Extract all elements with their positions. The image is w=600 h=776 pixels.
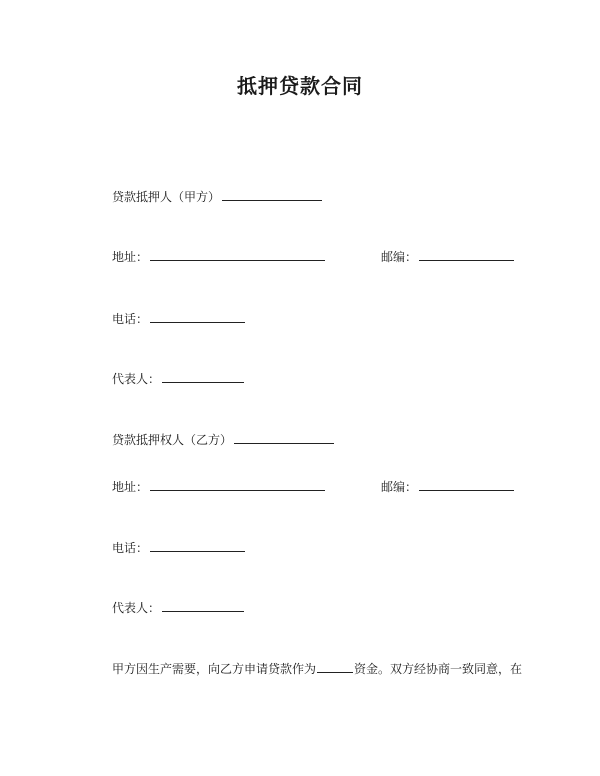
party-a-blank bbox=[222, 188, 322, 201]
party-a-label: 贷款抵押人（甲方） bbox=[112, 190, 221, 204]
intro-part1: 甲方因生产需要，向乙方申请贷款作为 bbox=[112, 662, 317, 676]
party-b-postcode-label: 邮编： bbox=[381, 480, 418, 494]
document-title: 抵押贷款合同 bbox=[237, 74, 363, 98]
party-b-postcode-row bbox=[381, 478, 514, 495]
party-b-address-row bbox=[112, 478, 325, 495]
party-b-blank bbox=[234, 431, 334, 444]
intro-paragraph bbox=[112, 660, 522, 677]
party-b-representative-label: 代表人： bbox=[112, 601, 161, 615]
party-a-address-label: 地址： bbox=[112, 250, 149, 264]
party-b-representative-row bbox=[112, 599, 244, 616]
party-a-representative-label: 代表人： bbox=[112, 372, 161, 386]
party-b-representative-blank bbox=[162, 599, 244, 612]
party-b-row bbox=[112, 431, 334, 448]
party-b-phone-row bbox=[112, 539, 245, 556]
intro-fund-blank bbox=[317, 660, 353, 673]
party-b-label: 贷款抵押权人（乙方） bbox=[112, 433, 233, 447]
party-a-phone-label: 电话： bbox=[112, 312, 149, 326]
party-b-postcode-blank bbox=[419, 478, 514, 491]
party-b-phone-blank bbox=[150, 539, 245, 552]
party-a-postcode-label: 邮编： bbox=[381, 250, 418, 264]
party-a-address-blank bbox=[150, 248, 325, 261]
party-b-address-label: 地址： bbox=[112, 480, 149, 494]
party-a-address-row bbox=[112, 248, 325, 265]
party-a-representative-blank bbox=[162, 370, 244, 383]
party-b-phone-label: 电话： bbox=[112, 541, 149, 555]
party-b-address-blank bbox=[150, 478, 325, 491]
intro-part2: 资金。双方经协商一致同意，在 bbox=[354, 662, 523, 676]
party-a-representative-row bbox=[112, 370, 244, 387]
party-a-row bbox=[112, 188, 322, 205]
party-a-postcode-blank bbox=[419, 248, 514, 261]
party-a-phone-blank bbox=[150, 310, 245, 323]
party-a-phone-row bbox=[112, 310, 245, 327]
party-a-postcode-row bbox=[381, 248, 514, 265]
